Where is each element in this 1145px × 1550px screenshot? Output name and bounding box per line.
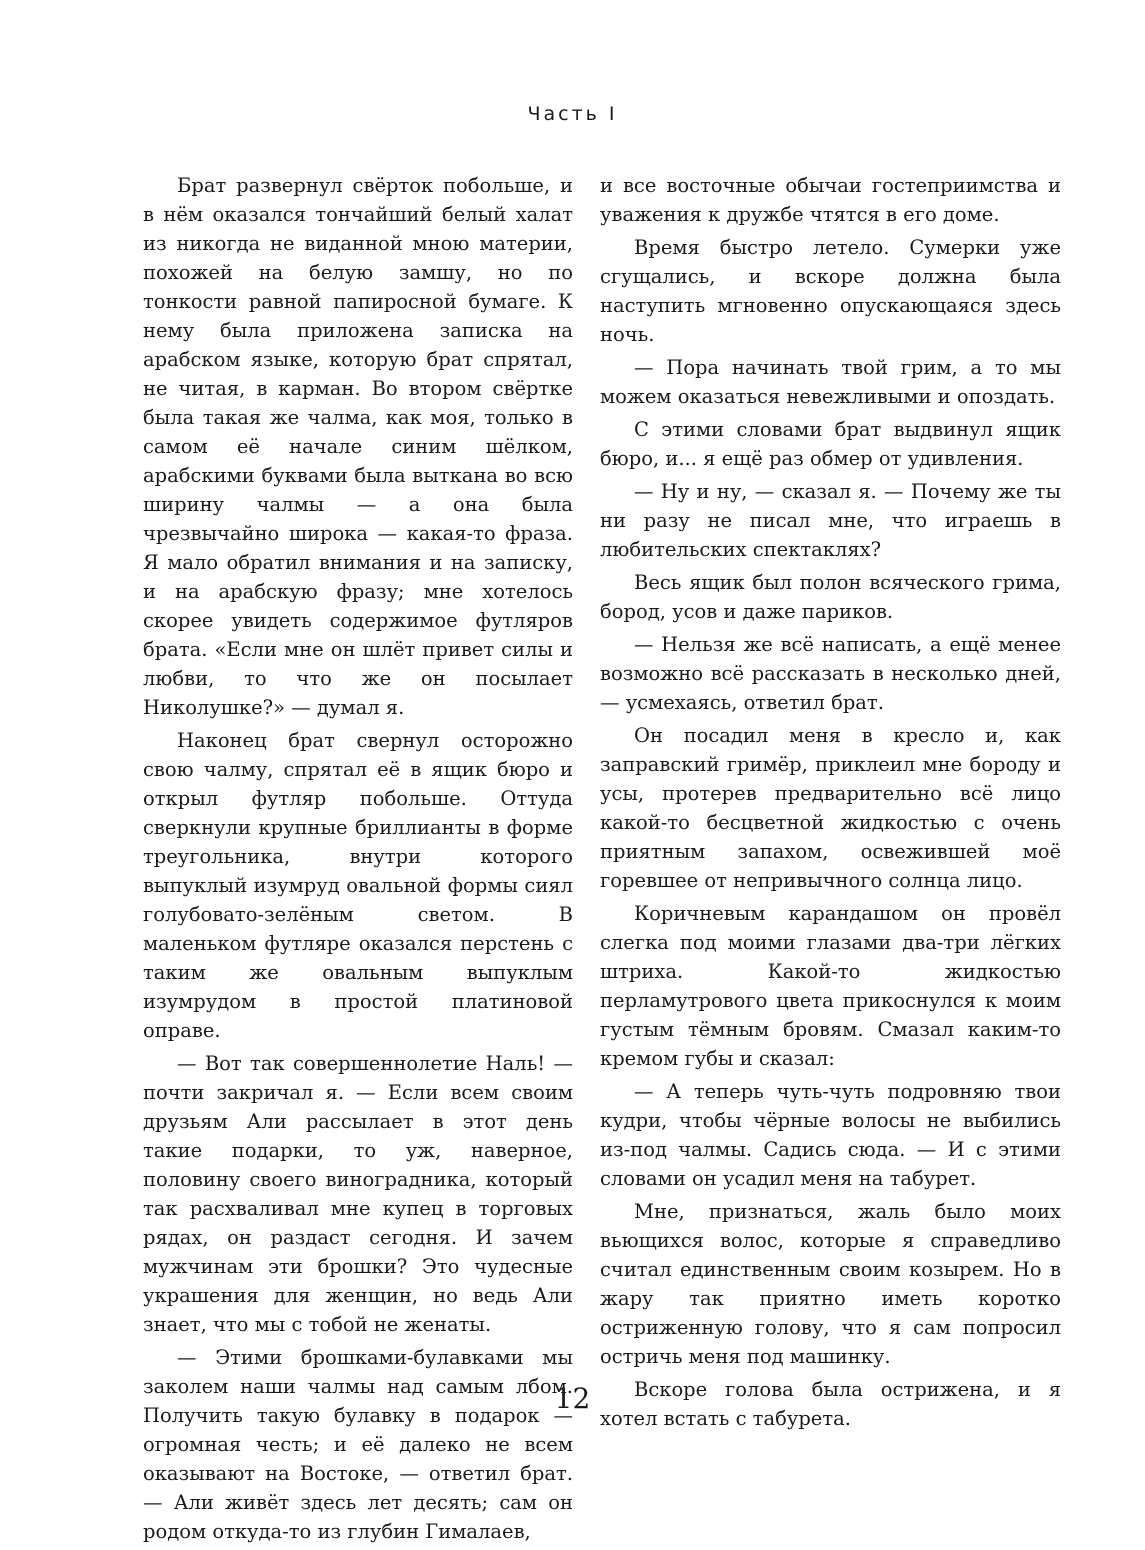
paragraph: — А теперь чуть-чуть подровняю твои кудри, чтобы чёрные волосы не выбились из-под чалмы. Садись сюда. — И с этими словами он усадил меня на табурет.	[600, 1080, 1061, 1190]
paragraph: Он посадил меня в кресло и, как заправский гримёр, приклеил мне бороду и усы, протерев предварительно всё лицо какой-то бесцветной жидкостью с очень приятным запахом, освежившей моё горевшее от непривычного солнца лицо.	[600, 724, 1061, 892]
paragraph: Коричневым карандашом он провёл слегка под моими глазами два-три лёгких штриха. Какой-то жидкостью перламутрового цвета прикоснулся к моим густым тёмным бровям. Смазал каким-то кремом губы и сказал:	[600, 902, 1061, 1070]
paragraph: — Ну и ну, — сказал я. — Почему же ты ни разу не писал мне, что играешь в любительских спектаклях?	[600, 480, 1061, 561]
paragraph: С этими словами брат выдвинул ящик бюро, и... я ещё раз обмер от удивления.	[600, 418, 1061, 470]
paragraph: Весь ящик был полон всяческого грима, бород, усов и даже париков.	[600, 571, 1061, 623]
paragraph-continued: и все восточные обычаи гостеприимства и уважения к дружбе чтятся в его доме.	[600, 174, 1061, 226]
left-column	[143, 171, 573, 1550]
paragraph: Вскоре голова была острижена, и я хотел встать с табурета.	[600, 1378, 1061, 1430]
paragraph: — Пора начинать твой грим, а то мы можем оказаться невежливыми и опоздать.	[600, 356, 1061, 408]
paragraph: Брат развернул свёрток побольше, и в нём оказался тончайший белый халат из никогда не виданной мною материи, похожей на белую замшу, но по тонкости равной папиросной бумаге. К нему была приложена записка на арабском языке, которую брат спрятал, не читая, в карман. Во втором свёртке была такая же чалма, как моя, только в самом её начале синим шёлком, арабскими буквами была выткана во всю ширину чалмы — а она была чрезвычайно широка — какая-то фраза. Я мало обратил внимания и на записку, и на арабскую фразу; мне хотелось скорее увидеть содержимое футляров брата. «Если мне он шлёт привет силы и любви, то что же он посылает Николушке?» — думал я.	[143, 174, 573, 719]
page-number: 12	[554, 1382, 591, 1415]
right-column	[600, 171, 1061, 1437]
paragraph: Время быстро летело. Сумерки уже сгущались, и вскоре должна была наступить мгновенно опускающаяся здесь ночь.	[600, 236, 1061, 346]
paragraph: — Нельзя же всё написать, а ещё менее возможно всё рассказать в несколько дней, — усмехаясь, ответил брат.	[600, 633, 1061, 714]
paragraph: — Этими брошками-булавками мы заколем наши чалмы над самым лбом. Получить такую булавку в подарок — огромная честь; и её далеко не всем оказывают на Востоке, — ответил брат. — Али живёт здесь лет десять; сам он родом откуда-то из глубин Гималаев,	[143, 1346, 573, 1543]
paragraph: Мне, признаться, жаль было моих вьющихся волос, которые я справедливо считал единственным своим козырем. Но в жару так приятно иметь коротко остриженную голову, что я сам попросил остричь меня под машинку.	[600, 1200, 1061, 1368]
paragraph: — Вот так совершеннолетие Наль! — почти закричал я. — Если всем своим друзьям Али рассылает в этот день такие подарки, то уж, наверное, половину своего виноградника, который так расхваливал мне купец в торговых рядах, он раздаст сегодня. И зачем мужчинам эти брошки? Это чудесные украшения для женщин, но ведь Али знает, что мы с тобой не женаты.	[143, 1052, 573, 1336]
paragraph: Наконец брат свернул осторожно свою чалму, спрятал её в ящик бюро и открыл футляр побольше. Оттуда сверкнули крупные бриллианты в форме треугольника, внутри которого выпуклый изумруд овальной формы сиял голубовато-зелёным светом. В маленьком футляре оказался перстень с таким же овальным выпуклым изумрудом в простой платиновой оправе.	[143, 729, 573, 1042]
running-header: Часть I	[527, 103, 618, 125]
